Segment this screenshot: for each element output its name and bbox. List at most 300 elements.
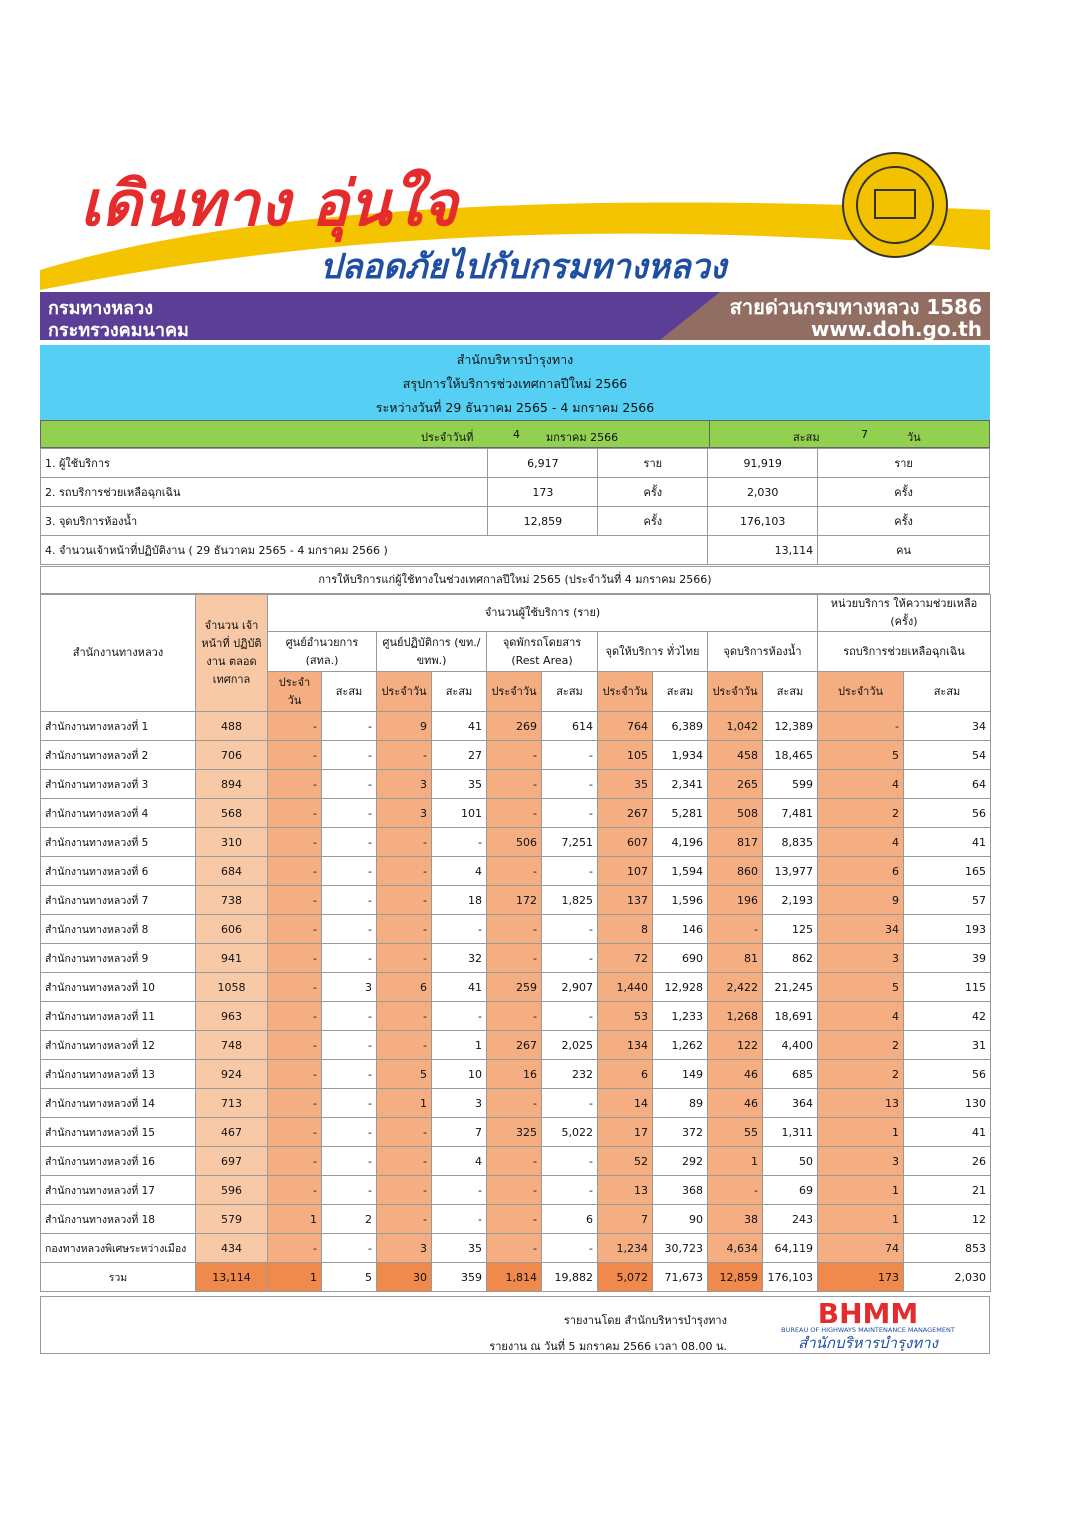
daily-value: 860: [708, 857, 763, 886]
cum-value: 41: [904, 1118, 991, 1147]
cum-value: 6: [542, 1205, 598, 1234]
daily-value: 269: [487, 712, 542, 741]
cum-value: 101: [432, 799, 487, 828]
summary-row: [41, 507, 990, 536]
cum-value: 41: [904, 828, 991, 857]
cum-value: -: [322, 1234, 377, 1263]
cum-value: -: [542, 1147, 598, 1176]
daily-value: 3: [377, 770, 432, 799]
cum-value: 26: [904, 1147, 991, 1176]
report-footer: [40, 1296, 990, 1354]
cum-value: 1,934: [653, 741, 708, 770]
cum-value: -: [542, 915, 598, 944]
summary-cum-unit: ครั้ง: [818, 478, 990, 507]
summary-unit: ครั้ง: [598, 507, 708, 536]
daily-value: 325: [487, 1118, 542, 1147]
cum-value: 2,030: [904, 1263, 991, 1292]
cum-value: -: [322, 712, 377, 741]
summary-unit: ราย: [598, 449, 708, 478]
cum-value: 149: [653, 1060, 708, 1089]
office-name: สำนักงานทางหลวงที่ 8: [41, 915, 196, 944]
cum-value: 56: [904, 799, 991, 828]
daily-value: 1: [268, 1205, 322, 1234]
daily-value: 9: [818, 886, 904, 915]
cum-value: -: [432, 915, 487, 944]
daily-day: 4: [513, 428, 520, 441]
days-unit: วัน: [907, 431, 921, 444]
staff-count: 924: [196, 1060, 268, 1089]
summary-label: 3. จุดบริการห้องน้ำ: [41, 507, 488, 536]
footer-reporter: รายงานโดย สำนักบริหารบำรุงทาง: [563, 1314, 727, 1327]
office-name: สำนักงานทางหลวงที่ 12: [41, 1031, 196, 1060]
cum-value: 1,825: [542, 886, 598, 915]
daily-value: -: [377, 828, 432, 857]
cum-value: -: [542, 1234, 598, 1263]
daily-value: 265: [708, 770, 763, 799]
daily-value: 35: [598, 770, 653, 799]
summary-row: [41, 478, 990, 507]
summary-cum: 2,030: [708, 478, 818, 507]
subhead-daily: ประจำวัน: [268, 672, 322, 712]
cum-value: 2: [322, 1205, 377, 1234]
cum-value: 34: [904, 712, 991, 741]
cum-value: 5: [322, 1263, 377, 1292]
cum-value: -: [322, 1002, 377, 1031]
group-service-point: จุดให้บริการ ทั่วไทย: [598, 632, 708, 672]
cum-value: 19,882: [542, 1263, 598, 1292]
daily-value: -: [268, 1234, 322, 1263]
campaign-banner: [40, 150, 990, 340]
cum-value: 12,389: [763, 712, 818, 741]
svg-text:BHMM: BHMM: [817, 1299, 919, 1330]
daily-value: 2: [818, 799, 904, 828]
staff-count: 748: [196, 1031, 268, 1060]
staff-label: 4. จำนวนเจ้าหน้าที่ปฏิบัติงาน ( 29 ธันวาคม 2565 - 4 มกราคม 2566 ): [41, 536, 708, 565]
cum-value: 31: [904, 1031, 991, 1060]
daily-value: 267: [487, 1031, 542, 1060]
daily-value: 38: [708, 1205, 763, 1234]
daily-value: 30: [377, 1263, 432, 1292]
cum-value: 41: [432, 712, 487, 741]
subhead-daily: ประจำวัน: [818, 672, 904, 712]
staff-count: 1058: [196, 973, 268, 1002]
daily-value: -: [487, 1205, 542, 1234]
cum-value: -: [322, 886, 377, 915]
cum-value: 69: [763, 1176, 818, 1205]
daily-value: -: [268, 1060, 322, 1089]
subhead-daily: ประจำวัน: [377, 672, 432, 712]
subhead-cum: สะสม: [653, 672, 708, 712]
header-office: สำนักบริหารบำรุงทาง: [456, 352, 574, 367]
cum-value: -: [542, 741, 598, 770]
staff-count: 606: [196, 915, 268, 944]
cum-value: 599: [763, 770, 818, 799]
daily-value: 196: [708, 886, 763, 915]
cum-value: -: [322, 857, 377, 886]
office-name: สำนักงานทางหลวงที่ 14: [41, 1089, 196, 1118]
daily-value: -: [268, 799, 322, 828]
cum-value: -: [542, 1176, 598, 1205]
summary-unit: ครั้ง: [598, 478, 708, 507]
subhead-daily: ประจำวัน: [598, 672, 653, 712]
daily-value: -: [708, 1176, 763, 1205]
notice-line: การให้บริการแก่ผู้ใช้ทางในช่วงเทศกาลปีใหม่ 2565 (ประจำวันที่ 4 มกราคม 2566): [40, 566, 990, 594]
office-name: สำนักงานทางหลวงที่ 3: [41, 770, 196, 799]
cum-value: 30,723: [653, 1234, 708, 1263]
cum-value: -: [542, 857, 598, 886]
daily-value: 5,072: [598, 1263, 653, 1292]
cum-value: 125: [763, 915, 818, 944]
cum-value: 146: [653, 915, 708, 944]
cum-value: -: [542, 799, 598, 828]
table-row: [41, 1205, 991, 1234]
daily-value: -: [487, 1002, 542, 1031]
daily-value: -: [268, 770, 322, 799]
staff-unit: คน: [818, 536, 990, 565]
office-name: สำนักงานทางหลวงที่ 15: [41, 1118, 196, 1147]
daily-value: -: [708, 915, 763, 944]
daily-value: 34: [818, 915, 904, 944]
table-row: [41, 857, 991, 886]
daily-value: -: [487, 1234, 542, 1263]
daily-value: 5: [818, 973, 904, 1002]
daily-value: 1: [818, 1205, 904, 1234]
office-name: สำนักงานทางหลวงที่ 5: [41, 828, 196, 857]
cum-value: -: [542, 944, 598, 973]
cum-value: 1,233: [653, 1002, 708, 1031]
daily-value: 6: [818, 857, 904, 886]
daily-value: -: [377, 1002, 432, 1031]
cum-value: 685: [763, 1060, 818, 1089]
cum-value: 853: [904, 1234, 991, 1263]
staff-count: 713: [196, 1089, 268, 1118]
daily-value: -: [487, 915, 542, 944]
daily-value: 458: [708, 741, 763, 770]
table-row: [41, 886, 991, 915]
daily-value: 2: [818, 1031, 904, 1060]
table-row: [41, 1118, 991, 1147]
cum-days: 7: [861, 428, 868, 441]
daily-value: 2: [818, 1060, 904, 1089]
daily-value: 172: [487, 886, 542, 915]
cum-value: 1,596: [653, 886, 708, 915]
cum-value: 364: [763, 1089, 818, 1118]
daily-value: 3: [377, 1234, 432, 1263]
daily-value: 105: [598, 741, 653, 770]
office-name: สำนักงานทางหลวงที่ 4: [41, 799, 196, 828]
cum-value: 64: [904, 770, 991, 799]
daily-value: -: [377, 944, 432, 973]
daily-value: 2,422: [708, 973, 763, 1002]
cum-value: -: [322, 1089, 377, 1118]
bhmm-logo: [748, 1299, 988, 1351]
cum-value: 41: [432, 973, 487, 1002]
daily-value: -: [377, 741, 432, 770]
cum-value: 2,341: [653, 770, 708, 799]
header-period: ระหว่างวันที่ 29 ธันวาคม 2565 - 4 มกราคม 2566: [375, 400, 655, 415]
daily-value: 134: [598, 1031, 653, 1060]
daily-value: 3: [818, 944, 904, 973]
cum-value: 2,193: [763, 886, 818, 915]
staff-count: 488: [196, 712, 268, 741]
daily-value: 46: [708, 1060, 763, 1089]
cum-value: -: [542, 1002, 598, 1031]
cum-value: 32: [432, 944, 487, 973]
daily-value: 1,440: [598, 973, 653, 1002]
daily-value: -: [487, 944, 542, 973]
daily-value: -: [377, 915, 432, 944]
cum-value: -: [322, 799, 377, 828]
cum-value: 243: [763, 1205, 818, 1234]
daily-value: -: [377, 1118, 432, 1147]
daily-value: -: [268, 1002, 322, 1031]
daily-value: -: [487, 1089, 542, 1118]
cum-value: 7,481: [763, 799, 818, 828]
daily-value: -: [268, 1147, 322, 1176]
cum-value: -: [322, 944, 377, 973]
daily-value: -: [818, 712, 904, 741]
cum-value: 4: [432, 857, 487, 886]
summary-daily: 173: [488, 478, 598, 507]
table-row: [41, 799, 991, 828]
daily-value: 6: [598, 1060, 653, 1089]
staff-count: 596: [196, 1176, 268, 1205]
daily-value: 13: [598, 1176, 653, 1205]
cum-value: 5,022: [542, 1118, 598, 1147]
staff-value: 13,114: [708, 536, 818, 565]
table-row: [41, 944, 991, 973]
daily-value: -: [377, 1031, 432, 1060]
cum-value: 372: [653, 1118, 708, 1147]
daily-value: 607: [598, 828, 653, 857]
subhead-cum: สะสม: [322, 672, 377, 712]
cum-value: -: [322, 828, 377, 857]
daily-value: 7: [598, 1205, 653, 1234]
daily-value: 17: [598, 1118, 653, 1147]
daily-value: 137: [598, 886, 653, 915]
cum-value: 50: [763, 1147, 818, 1176]
cum-value: 2,025: [542, 1031, 598, 1060]
table-row: [41, 1234, 991, 1263]
daily-value: -: [377, 1205, 432, 1234]
summary-daily: 6,917: [488, 449, 598, 478]
cum-value: -: [432, 828, 487, 857]
daily-value: -: [377, 886, 432, 915]
cum-value: 614: [542, 712, 598, 741]
table-row: [41, 770, 991, 799]
daily-value: 1: [818, 1118, 904, 1147]
cum-value: 4,196: [653, 828, 708, 857]
daily-value: 1: [268, 1263, 322, 1292]
cum-value: 35: [432, 1234, 487, 1263]
group-toilet: จุดบริการห้องน้ำ: [708, 632, 818, 672]
daily-value: 506: [487, 828, 542, 857]
office-name: สำนักงานทางหลวงที่ 6: [41, 857, 196, 886]
daily-value: -: [268, 828, 322, 857]
summary-table: [40, 448, 990, 565]
summary-label: 2. รถบริการช่วยเหลือฉุกเฉิน: [41, 478, 488, 507]
staff-count: 706: [196, 741, 268, 770]
cum-value: 4: [432, 1147, 487, 1176]
cum-value: 1: [432, 1031, 487, 1060]
cum-value: -: [322, 1031, 377, 1060]
cum-value: -: [322, 770, 377, 799]
daily-value: 4,634: [708, 1234, 763, 1263]
summary-cum-unit: ครั้ง: [818, 507, 990, 536]
daily-value: 1,268: [708, 1002, 763, 1031]
cum-value: 690: [653, 944, 708, 973]
cum-value: 359: [432, 1263, 487, 1292]
staff-count: 434: [196, 1234, 268, 1263]
cum-value: -: [322, 1060, 377, 1089]
cum-value: 7: [432, 1118, 487, 1147]
cum-value: -: [432, 1205, 487, 1234]
banner-hotline: สายด่วนกรมทางหลวง 1586: [729, 295, 982, 319]
cum-value: 193: [904, 915, 991, 944]
cum-value: -: [322, 1176, 377, 1205]
staff-count: 963: [196, 1002, 268, 1031]
daily-value: 817: [708, 828, 763, 857]
subhead-daily: ประจำวัน: [487, 672, 542, 712]
banner-dept: กรมทางหลวง: [48, 298, 153, 319]
table-row: [41, 973, 991, 1002]
cum-value: 3: [432, 1089, 487, 1118]
daily-value: 4: [818, 770, 904, 799]
office-name: สำนักงานทางหลวงที่ 7: [41, 886, 196, 915]
daily-value: 13: [818, 1089, 904, 1118]
cum-value: 232: [542, 1060, 598, 1089]
staff-count: 941: [196, 944, 268, 973]
daily-value: -: [268, 973, 322, 1002]
office-name: รวม: [41, 1263, 196, 1292]
daily-label: ประจำวันที่: [421, 431, 474, 444]
staff-row: [41, 536, 990, 565]
cum-value: 176,103: [763, 1263, 818, 1292]
daily-value: -: [487, 1147, 542, 1176]
cum-value: 27: [432, 741, 487, 770]
office-name: สำนักงานทางหลวงที่ 17: [41, 1176, 196, 1205]
cum-value: 42: [904, 1002, 991, 1031]
daily-value: 1,042: [708, 712, 763, 741]
table-row: [41, 1089, 991, 1118]
daily-value: 4: [818, 1002, 904, 1031]
daily-value: -: [377, 857, 432, 886]
cum-value: 7,251: [542, 828, 598, 857]
daily-value: 14: [598, 1089, 653, 1118]
users-group-header: จำนวนผู้ใช้บริการ (ราย): [268, 595, 818, 632]
cum-value: 35: [432, 770, 487, 799]
daily-value: -: [377, 1147, 432, 1176]
table-row: [41, 1060, 991, 1089]
cum-value: 1,311: [763, 1118, 818, 1147]
daily-value: 53: [598, 1002, 653, 1031]
doh-seal-icon: [843, 153, 947, 257]
cum-value: 115: [904, 973, 991, 1002]
total-row: [41, 1263, 991, 1292]
cum-value: 5,281: [653, 799, 708, 828]
daily-value: -: [268, 886, 322, 915]
cum-value: 2,907: [542, 973, 598, 1002]
daily-value: -: [487, 857, 542, 886]
cum-value: 18,691: [763, 1002, 818, 1031]
cum-value: 292: [653, 1147, 708, 1176]
office-name: สำนักงานทางหลวงที่ 16: [41, 1147, 196, 1176]
cum-value: 18: [432, 886, 487, 915]
daily-value: 3: [818, 1147, 904, 1176]
cum-value: 165: [904, 857, 991, 886]
summary-row: [41, 449, 990, 478]
col-office: สำนักงานทางหลวง: [41, 595, 196, 712]
daily-value: 107: [598, 857, 653, 886]
subhead-cum: สะสม: [542, 672, 598, 712]
staff-count: 13,114: [196, 1263, 268, 1292]
cum-value: -: [432, 1176, 487, 1205]
daily-value: 81: [708, 944, 763, 973]
cum-value: -: [322, 915, 377, 944]
cum-value: 90: [653, 1205, 708, 1234]
cum-value: -: [542, 770, 598, 799]
cum-value: 10: [432, 1060, 487, 1089]
table-row: [41, 1176, 991, 1205]
cum-value: 13,977: [763, 857, 818, 886]
cum-value: 6,389: [653, 712, 708, 741]
daily-value: 764: [598, 712, 653, 741]
daily-month: มกราคม 2566: [546, 431, 619, 444]
daily-value: 6: [377, 973, 432, 1002]
office-name: สำนักงานทางหลวงที่ 11: [41, 1002, 196, 1031]
office-name: กองทางหลวงพิเศษระหว่างเมือง: [41, 1234, 196, 1263]
summary-cum: 176,103: [708, 507, 818, 536]
staff-count: 697: [196, 1147, 268, 1176]
summary-daily: 12,859: [488, 507, 598, 536]
cum-value: 862: [763, 944, 818, 973]
banner-tagline: ปลอดภัยไปกับกรมทางหลวง: [320, 247, 727, 287]
daily-value: 74: [818, 1234, 904, 1263]
daily-value: 46: [708, 1089, 763, 1118]
daily-value: 4: [818, 828, 904, 857]
subhead-cum: สะสม: [763, 672, 818, 712]
daily-value: 1,234: [598, 1234, 653, 1263]
group-command-center: ศูนย์อำนวยการ (สทล.): [268, 632, 377, 672]
table-row: [41, 712, 991, 741]
cum-value: -: [322, 1118, 377, 1147]
cum-value: 57: [904, 886, 991, 915]
daily-value: 55: [708, 1118, 763, 1147]
daily-value: -: [487, 741, 542, 770]
date-bar: [40, 420, 990, 448]
group-rescue-vehicle: รถบริการช่วยเหลือฉุกเฉิน: [818, 632, 991, 672]
rescue-group-header: หน่วยบริการ ให้ความช่วยเหลือ (ครั้ง): [818, 595, 991, 632]
cum-value: 54: [904, 741, 991, 770]
daily-value: 5: [818, 741, 904, 770]
summary-cum: 91,919: [708, 449, 818, 478]
svg-text:BUREAU OF HIGHWAYS MAINTENANCE: BUREAU OF HIGHWAYS MAINTENANCE MANAGEMENT: [781, 1326, 955, 1334]
banner-ministry: กระทรวงคมนาคม: [48, 320, 189, 340]
cum-value: 12: [904, 1205, 991, 1234]
table-row: [41, 1031, 991, 1060]
office-name: สำนักงานทางหลวงที่ 2: [41, 741, 196, 770]
cum-value: -: [432, 1002, 487, 1031]
summary-cum-unit: ราย: [818, 449, 990, 478]
daily-value: 12,859: [708, 1263, 763, 1292]
cum-value: 89: [653, 1089, 708, 1118]
cum-value: 4,400: [763, 1031, 818, 1060]
cum-value: -: [322, 741, 377, 770]
daily-value: -: [268, 741, 322, 770]
staff-count: 568: [196, 799, 268, 828]
report-header: [40, 345, 990, 420]
daily-value: 3: [377, 799, 432, 828]
